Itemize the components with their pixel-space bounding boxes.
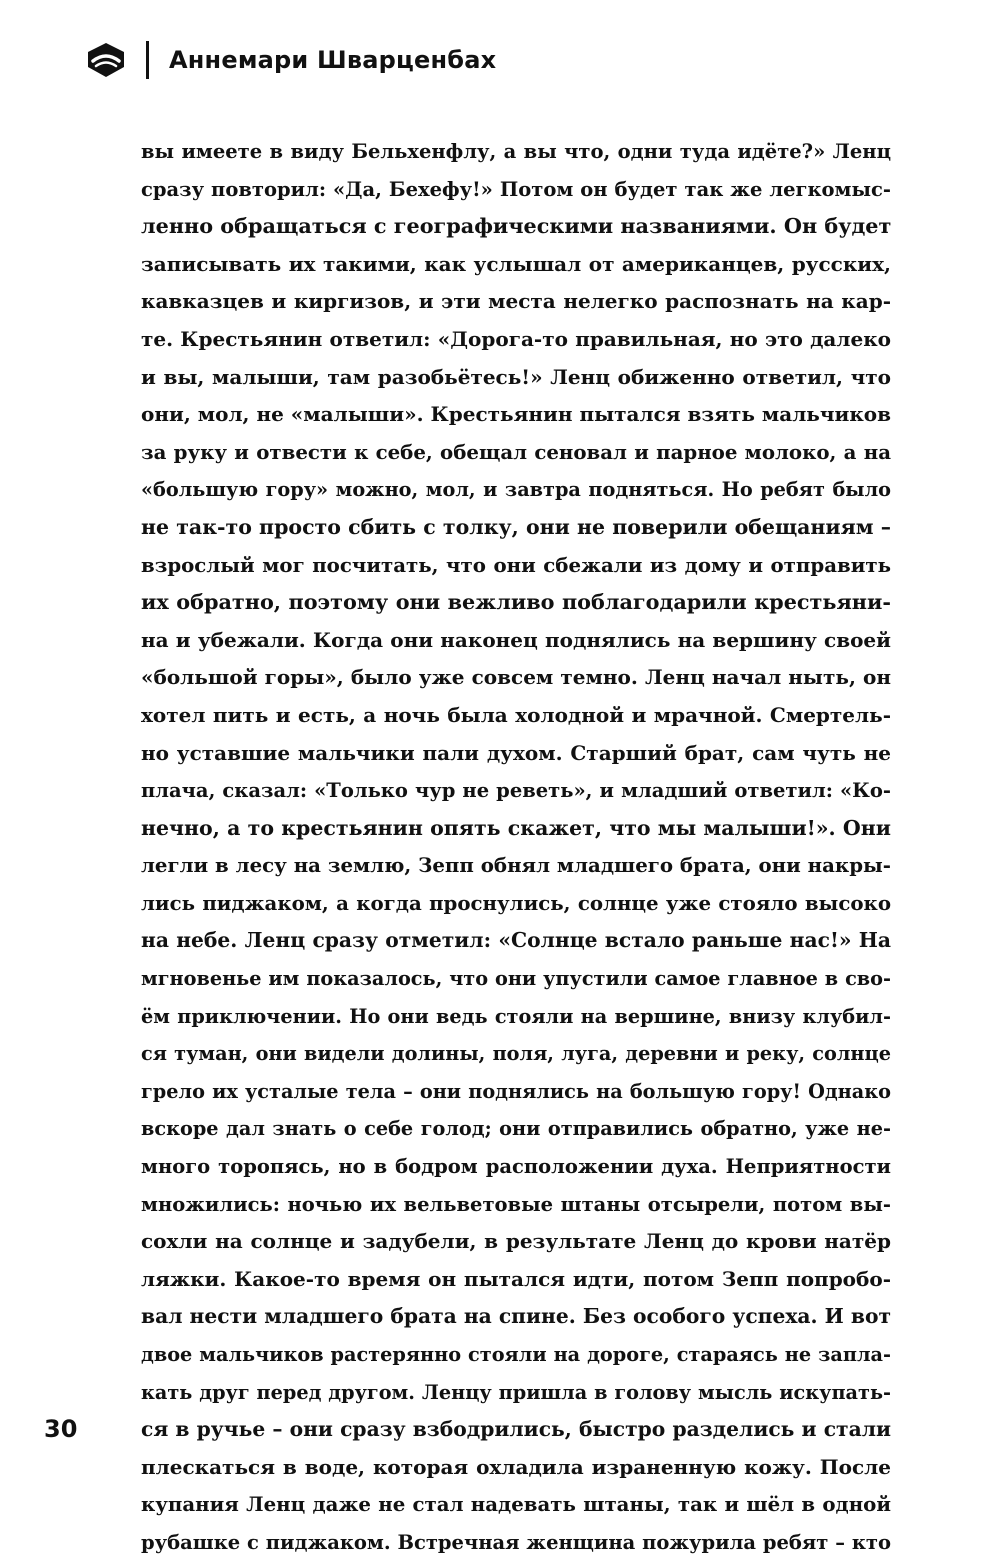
text-line: рубашке с пиджаком. Встречная женщина пожурила ребят – кто	[141, 1530, 891, 1554]
text-line: ленно обращаться с географическими названиями. Он будет	[141, 214, 892, 239]
text-line: за руку и отвести к себе, обещал сеновал и парное молоко, а на	[141, 439, 891, 464]
text-line: ся туман, они видели долины, поля, луга, деревни и реку, солнце	[141, 1042, 891, 1066]
text-line: их обратно, поэтому они вежливо поблагодарили крестьяни-	[141, 590, 891, 615]
text-line: двое мальчиков растерянно стояли на дороге, стараясь не запла-	[141, 1343, 891, 1366]
text-line: сразу повторил: «Да, Бехефу!» Потом он будет так же легкомыс-	[141, 177, 891, 201]
text-line: кать друг перед другом. Ленцу пришла в голову мысль искупать-	[141, 1380, 891, 1404]
header-divider	[146, 41, 149, 79]
text-line: ляжки. Какое-то время он пытался идти, потом Зепп попробо-	[141, 1266, 891, 1291]
text-line: они, мол, не «малыши». Крестьянин пытался взять мальчиков	[141, 402, 892, 427]
text-line: много торопясь, но в бодром расположении духа. Неприятности	[141, 1155, 891, 1179]
text-line: хотел пить и есть, а ночь была холодной и мрачной. Смертель-	[141, 702, 891, 727]
text-line: плача, сказал: «Только чур не реветь», и младший ответил: «Ко-	[141, 779, 891, 803]
text-line: и вы, малыши, там разобьётесь!» Ленц обиженно ответил, что	[141, 364, 891, 389]
text-line: плескаться в воде, которая охладила израненную кожу. После	[141, 1454, 891, 1479]
text-line: вы имеете в виду Бельхенфлу, а вы что, одни туда идёте?» Ленц	[141, 140, 891, 163]
text-line: лись пиджаком, а когда проснулись, солнце уже стояло высоко	[141, 890, 891, 915]
text-line: не так-то просто сбить с толку, они не поверили обещаниям –	[141, 514, 891, 539]
text-line: вал нести младшего брата на спине. Без особого успеха. И вот	[141, 1304, 891, 1329]
text-line: «большой горы», было уже совсем темно. Ленц начал ныть, он	[141, 665, 891, 690]
text-line: ся в ручье – они сразу взбодрились, быстро разделись и стали	[141, 1417, 891, 1442]
text-line: мгновенье им показалось, что они упустили самое главное в сво-	[141, 967, 891, 991]
author-name: Аннемари Шварценбах	[169, 46, 497, 74]
text-line: грело их усталые тела – они поднялись на большую гору! Однако	[141, 1079, 891, 1103]
text-line: нечно, а то крестьянин опять скажет, что мы малыши!». Они	[141, 815, 891, 840]
text-line: записывать их такими, как услышал от американцев, русских,	[141, 251, 891, 276]
text-line: ём приключении. Но они ведь стояли на вершине, внизу клубил-	[141, 1004, 891, 1028]
text-line: сохли на солнце и задубели, в результате Ленц до крови натёр	[141, 1229, 891, 1254]
text-line: на и убежали. Когда они наконец поднялись на вершину своей	[141, 627, 891, 652]
running-header	[84, 38, 496, 82]
publisher-logo-icon	[84, 40, 128, 80]
text-line: те. Крестьянин ответил: «Дорога-то правильная, но это далеко	[141, 326, 891, 351]
text-line: вскоре дал знать о себе голод; они отправились обратно, уже не-	[141, 1117, 891, 1141]
text-line: взрослый мог посчитать, что они сбежали из дому и отправить	[141, 552, 891, 577]
body-text	[141, 133, 891, 1562]
text-line: множились: ночью их вельветовые штаны отсырели, потом вы-	[141, 1192, 891, 1216]
text-line: «большую гору» можно, мол, и завтра подняться. Но ребят было	[141, 478, 891, 502]
text-line: но уставшие мальчики пали духом. Старший брат, сам чуть не	[141, 740, 891, 765]
page-number: 30	[44, 1415, 78, 1443]
text-line: кавказцев и киргизов, и эти места нелегко распознать на кар-	[141, 289, 891, 314]
text-line: легли в лесу на землю, Зепп обнял младшего брата, они накры-	[141, 853, 891, 878]
text-line: купания Ленц даже не стал надевать штаны, так и шёл в одной	[141, 1492, 891, 1517]
text-line: на небе. Ленц сразу отметил: «Солнце встало раньше нас!» На	[141, 928, 891, 953]
